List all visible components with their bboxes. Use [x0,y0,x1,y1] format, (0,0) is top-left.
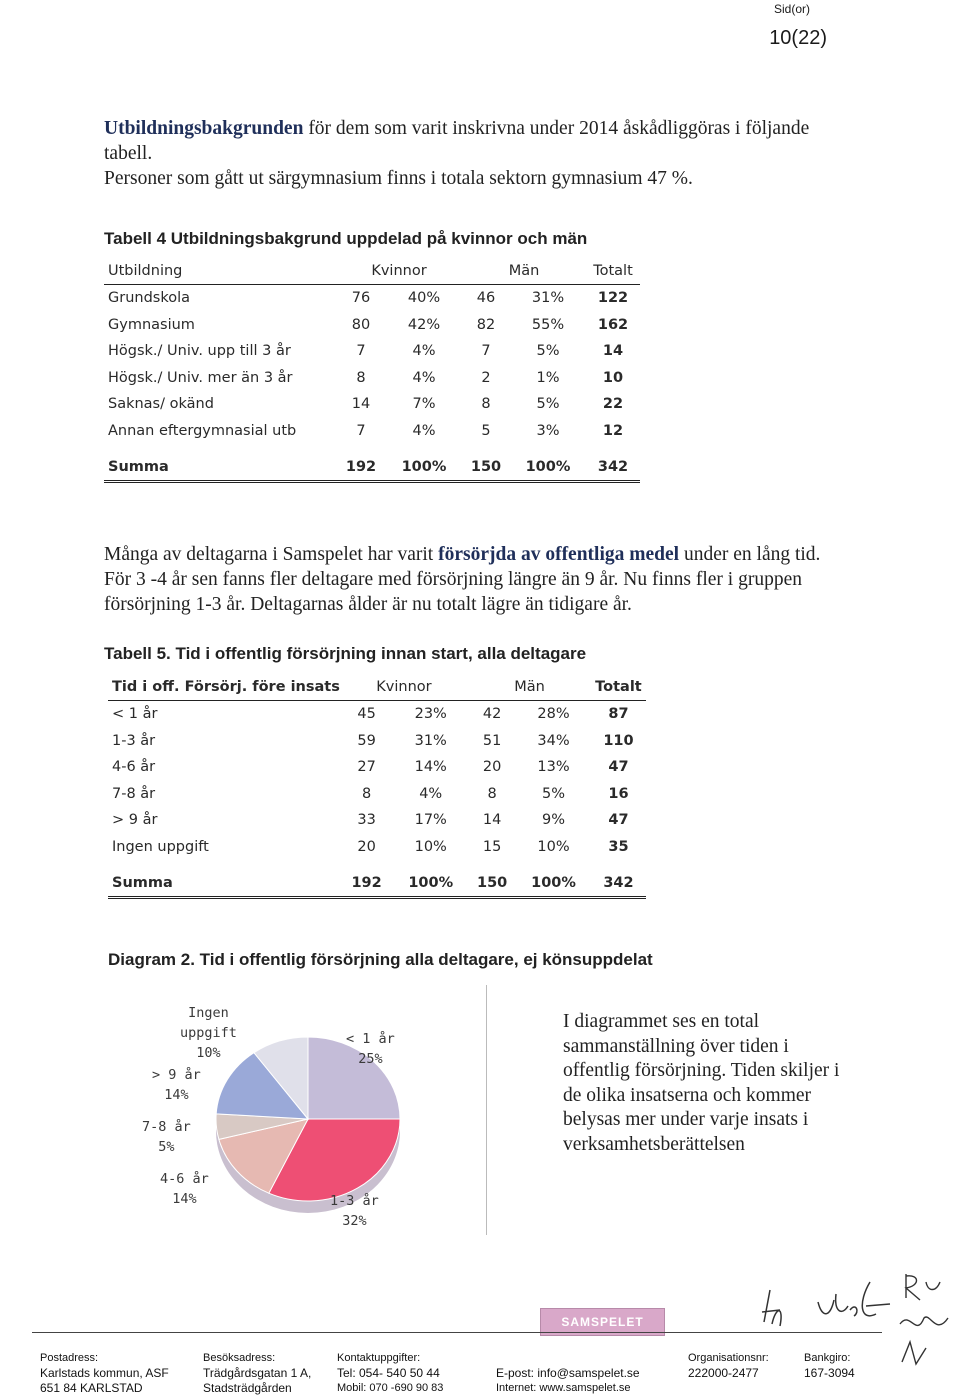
pie-label-7-8: 7-8 år 5% [142,1119,191,1155]
table-cell: 5% [536,396,560,413]
table-cell: 47 [608,812,629,829]
table-cell: 80 [351,316,371,333]
table-cell: 20 [357,838,376,855]
table4-header-cell: Utbildning [104,258,336,285]
table-cell: 22 [602,396,624,413]
table-cell: 100% [386,454,462,482]
table-cell: 31% [414,732,447,749]
table-cell: 192 [340,870,393,898]
table-cell: 14% [414,759,447,776]
table-cell: 51 [482,732,502,749]
pie-label-ingen-uppgift: Ingen uppgift 10% [180,1005,237,1061]
table4-title: Tabell 4 Utbildningsbakgrund uppdelad på kvinnor och män [104,229,588,248]
intro-lead: Utbildningsbakgrunden [104,118,304,139]
table-cell: 16 [608,785,629,802]
table-row [108,781,646,808]
table-row [104,285,640,312]
table-cell: 15 [482,838,502,855]
table-cell: 342 [591,870,646,898]
table-cell: 45 [357,706,376,723]
table-cell: 100% [393,870,468,898]
table-cell: 4-6 år [112,759,156,776]
table-cell: Annan eftergymnasial utb [108,422,297,439]
table-cell: Gymnasium [108,316,195,333]
table-cell: 4% [412,343,436,360]
table5-header-cell: Män [468,674,591,701]
table5-header-cell: Totalt [591,674,646,701]
table-cell: 7% [412,396,436,413]
diagram-description: I diagrammet ses en total sammanställning över tiden i offentlig försörjning. Tiden skiljer i de olika insatserna och kommer belysas mer under varje insats i verksamhetsberättelsen [563,1011,840,1155]
table4 [104,258,640,483]
table-cell: 8 [361,785,372,802]
table-cell: 55% [531,316,565,333]
table-row [104,391,640,418]
table-cell: 40% [407,290,441,307]
table-row [108,728,646,755]
table-cell: 76 [351,290,371,307]
table4-header-cell: Totalt [586,258,640,285]
table-cell: 5% [536,343,560,360]
table-cell: Summa [104,454,336,482]
table-cell: Grundskola [108,290,191,307]
table-cell: 9% [542,812,566,829]
intro-line2: Personer som gått ut särgymnasium finns i totala sektorn gymnasium 47 %. [104,168,693,189]
table-cell: 10% [414,838,447,855]
table-cell: 3% [536,422,560,439]
pie-chart-area [108,983,486,1245]
table-cell: 8 [356,369,366,386]
table-cell: 150 [468,870,516,898]
footer-postadress: Postadress: Karlstads kommun, ASF 651 84 KARLSTAD [40,1352,169,1395]
table-cell: 42% [407,316,441,333]
table-cell: 87 [608,706,629,723]
table-cell: 2 [481,369,491,386]
table-row [108,834,646,861]
footer-bankgiro: Bankgiro: 167-3094 [804,1352,855,1380]
table-cell: 162 [597,316,629,333]
pie-label-lt1: < 1 år 25% [346,1031,395,1067]
table-cell: 31% [531,290,565,307]
table5 [108,674,646,899]
table-cell: 7 [481,343,491,360]
table4-header-cell: Män [462,258,586,285]
para2-bold: försörjda av offentliga medel [438,544,680,565]
table-row [104,338,640,365]
table4-header-row [104,258,640,285]
table-cell: 7-8 år [112,785,156,802]
table-cell: 192 [336,454,386,482]
table-cell: 28% [537,706,570,723]
pie-label-4-6: 4-6 år 14% [160,1171,209,1207]
table5-sum-row [108,870,646,898]
para2-post: under en lång tid. För 3 -4 år sen fanns fler deltagare med försörjning längre än 9 år. Nu finns fler i gruppen försörjning 1-3 år. Deltagarnas ålder är nu totalt lägre än tidigare år. [104,544,821,615]
table-cell: 35 [608,838,629,855]
table5-header-row [108,674,646,701]
handwritten-signature [750,1262,960,1382]
table-cell: 4% [412,369,436,386]
table-cell: 46 [476,290,496,307]
footer-divider [32,1332,882,1333]
table-cell: Högsk./ Univ. mer än 3 år [108,369,293,386]
table-cell: 13% [537,759,570,776]
table4-sum-row [104,454,640,482]
table-row [104,365,640,392]
table-cell: 100% [516,870,591,898]
footer-orgnr: Organisationsnr: 222000-2477 [688,1352,769,1380]
table4-header-cell: Kvinnor [336,258,462,285]
table-cell: 47 [608,759,629,776]
footer-besoksadress: Besöksadress: Trädgårdsgatan 1 A, Stadsträdgården [203,1352,312,1395]
table-cell: 10% [537,838,570,855]
paragraph-forsorjning [104,542,844,617]
pie-label-gt9: > 9 år 14% [152,1067,201,1103]
page-label: Sid(or) [773,2,810,16]
table-cell: 14 [602,343,624,360]
table-cell: 100% [510,454,586,482]
table-cell: 33 [357,812,376,829]
samspelet-logo: SAMSPELET [540,1308,665,1336]
intro-rest: för dem som varit inskrivna under 2014 åskådliggöras i följande tabell. [104,118,810,164]
table-cell: 14 [482,812,502,829]
table-cell: 5% [542,785,566,802]
table-row [104,418,640,445]
table-row [108,701,646,728]
table-row [108,807,646,834]
table-cell: > 9 år [112,812,158,829]
footer-kontakt: Kontaktuppgifter: Tel: 054- 540 50 44 Mobil: 070 -690 90 83 [337,1352,444,1394]
table-cell: 1-3 år [112,732,156,749]
table-cell: 150 [462,454,510,482]
table-row [108,754,646,781]
pie-label-1-3: 1-3 år 32% [330,1193,379,1229]
table-cell: Summa [108,870,340,898]
table-cell: 122 [597,290,629,307]
table-cell: 110 [603,732,634,749]
table-cell: 7 [356,343,366,360]
table5-title: Tabell 5. Tid i offentlig försörjning innan start, alla deltagare [104,644,587,663]
table-cell: 20 [482,759,502,776]
table-cell: 12 [602,422,624,439]
table-cell: 8 [487,785,497,802]
table-cell: 27 [357,759,376,776]
table-cell: 17% [414,812,447,829]
table-cell: 34% [537,732,570,749]
page-number: 10(22) [769,27,827,49]
table-cell: < 1 år [112,706,158,723]
intro-paragraph [104,116,844,191]
table-cell: 8 [481,396,491,413]
table-cell: 14 [351,396,371,413]
table-cell: 10 [602,369,624,386]
table-cell: 4% [419,785,443,802]
table-cell: 5 [481,422,491,439]
table5-header-cell: Tid i off. Försörj. före insats [108,674,340,701]
table-cell: Ingen uppgift [112,838,209,855]
table-cell: 4% [412,422,436,439]
table-cell: 42 [482,706,502,723]
diagram-title: Diagram 2. Tid i offentlig försörjning alla deltagare, ej könsuppdelat [108,950,653,969]
table-cell: 7 [356,422,366,439]
table-cell: Saknas/ okänd [108,396,214,413]
table-cell: 59 [357,732,376,749]
table-cell: 23% [414,706,447,723]
footer-email-web: E-post: info@samspelet.se Internet: www.samspelet.se [496,1366,640,1394]
table-cell: 82 [476,316,496,333]
table5-header-cell: Kvinnor [340,674,468,701]
table-cell: 342 [586,454,640,482]
para2-pre: Många av deltagarna i Samspelet har varit [104,544,439,565]
table-cell: 1% [536,369,560,386]
chart-divider [486,985,487,1235]
table-row [104,312,640,339]
table-cell: Högsk./ Univ. upp till 3 år [108,343,291,360]
